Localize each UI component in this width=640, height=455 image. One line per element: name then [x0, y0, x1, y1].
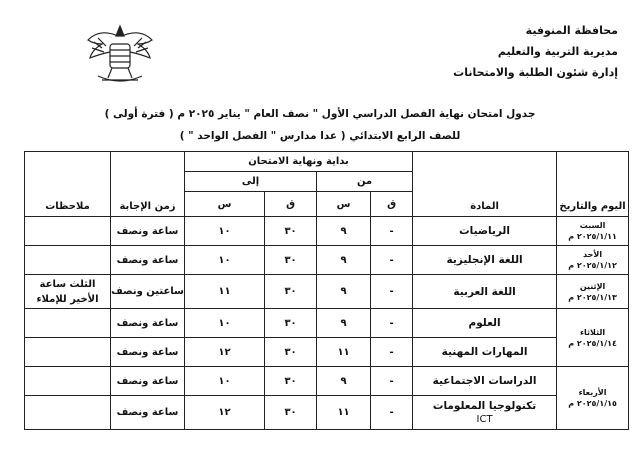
page-subtitle: للصف الرابع الابتدائي ( عدا مدارس " الفصل الواحد " )	[179, 130, 461, 142]
day-cell	[557, 217, 629, 246]
duration-cell: ساعة ونصف	[111, 396, 185, 430]
from-min-cell: -	[371, 309, 413, 338]
table-row	[25, 338, 629, 367]
subject-cell	[413, 396, 557, 430]
header-from: من	[317, 172, 413, 192]
notes-cell	[25, 367, 111, 396]
subject-cell: الرياضيات	[413, 217, 557, 246]
governorate-name: محافظة المنوفية	[525, 24, 618, 37]
to-hour-cell: ١٠	[185, 246, 265, 275]
header-notes: ملاحظات	[25, 152, 111, 217]
table-row	[25, 217, 629, 246]
to-hour-cell: ١٠	[185, 367, 265, 396]
from-hour-cell: ٩	[317, 217, 371, 246]
notes-cell	[25, 338, 111, 367]
from-min-cell: -	[371, 396, 413, 430]
to-hour-cell: ١٠	[185, 309, 265, 338]
notes-cell	[25, 396, 111, 430]
subject-cell: الدراسات الاجتماعية	[413, 367, 557, 396]
header-duration: زمن الإجابة	[111, 152, 185, 217]
to-hour-cell: ١٢	[185, 396, 265, 430]
notes-cell	[25, 309, 111, 338]
to-min-cell: ٣٠	[265, 217, 317, 246]
day-cell	[557, 309, 629, 367]
day-name: الثلاثاء	[579, 327, 606, 337]
duration-cell: ساعة ونصف	[111, 246, 185, 275]
page-title: جدول امتحان نهاية الفصل الدراسي الأول " نصف العام " يناير ٢٠٢٥ م ( فترة أولى )	[104, 108, 536, 120]
to-hour-cell: ١١	[185, 275, 265, 309]
from-min-cell: -	[371, 246, 413, 275]
header-to-hour: س	[185, 192, 265, 217]
duration-cell: ساعة ونصف	[111, 217, 185, 246]
from-min-cell: -	[371, 217, 413, 246]
day-name: الإثنين	[579, 281, 606, 291]
table-row	[25, 275, 629, 309]
day-date: ٢٠٢٥/١/١٢ م	[568, 261, 617, 270]
duration-cell: ساعة ونصف	[111, 338, 185, 367]
day-cell	[557, 246, 629, 275]
to-min-cell: ٣٠	[265, 246, 317, 275]
directorate-name: مديرية التربية والتعليم	[497, 45, 618, 58]
subject-name: تكنولوجيا المعلومات	[432, 400, 537, 412]
from-hour-cell: ٩	[317, 309, 371, 338]
notes-cell	[25, 275, 111, 309]
day-name: الأربعاء	[578, 388, 607, 397]
day-date: ٢٠٢٥/١/١٥ م	[568, 399, 617, 408]
subject-abbrev: ICT	[476, 414, 493, 425]
from-hour-cell: ٩	[317, 367, 371, 396]
exam-schedule-table	[24, 151, 629, 430]
subject-cell: المهارات المهنية	[413, 338, 557, 367]
to-min-cell: ٣٠	[265, 309, 317, 338]
header-to: إلى	[185, 172, 317, 192]
duration-cell: ساعة ونصف	[111, 367, 185, 396]
header-block	[453, 20, 618, 83]
from-hour-cell: ٩	[317, 275, 371, 309]
table-row	[25, 367, 629, 396]
header-subject: المادة	[413, 152, 557, 217]
subject-cell: اللغة الإنجليزية	[413, 246, 557, 275]
header-to-min: ق	[265, 192, 317, 217]
notes-cell	[25, 217, 111, 246]
table-row	[25, 246, 629, 275]
from-min-cell: -	[371, 275, 413, 309]
to-min-cell: ٣٠	[265, 338, 317, 367]
duration-cell: ساعتين ونصف	[111, 275, 185, 309]
subject-cell: اللغة العربية	[413, 275, 557, 309]
table-row	[25, 396, 629, 430]
subject-cell: العلوم	[413, 309, 557, 338]
day-cell	[557, 367, 629, 430]
to-hour-cell: ١٠	[185, 217, 265, 246]
header-start-end: بداية ونهاية الامتحان	[185, 152, 413, 172]
notes-line: الثلث ساعة	[39, 278, 96, 290]
day-cell	[557, 275, 629, 309]
from-hour-cell: ١١	[317, 338, 371, 367]
from-min-cell: -	[371, 367, 413, 396]
notes-cell	[25, 246, 111, 275]
department-name: إدارة شئون الطلبة والامتحانات	[453, 66, 618, 79]
duration-cell: ساعة ونصف	[111, 309, 185, 338]
day-date: ٢٠٢٥/١/١١ م	[568, 232, 617, 241]
to-min-cell: ٣٠	[265, 275, 317, 309]
from-min-cell: -	[371, 338, 413, 367]
header-day-date: اليوم والتاريخ	[557, 152, 629, 217]
to-min-cell: ٣٠	[265, 367, 317, 396]
day-name: الأحد	[583, 250, 603, 259]
table-row	[25, 309, 629, 338]
notes-line: الأخير للإملاء	[36, 293, 99, 305]
from-hour-cell: ٩	[317, 246, 371, 275]
header-from-hour: س	[317, 192, 371, 217]
to-hour-cell: ١٢	[185, 338, 265, 367]
from-hour-cell: ١١	[317, 396, 371, 430]
day-date: ٢٠٢٥/١/١٣ م	[568, 292, 617, 302]
eagle-emblem-icon	[80, 18, 160, 88]
to-min-cell: ٣٠	[265, 396, 317, 430]
day-name: السبت	[579, 221, 606, 230]
header-from-min: ق	[371, 192, 413, 217]
day-date: ٢٠٢٥/١/١٤ م	[568, 338, 617, 348]
